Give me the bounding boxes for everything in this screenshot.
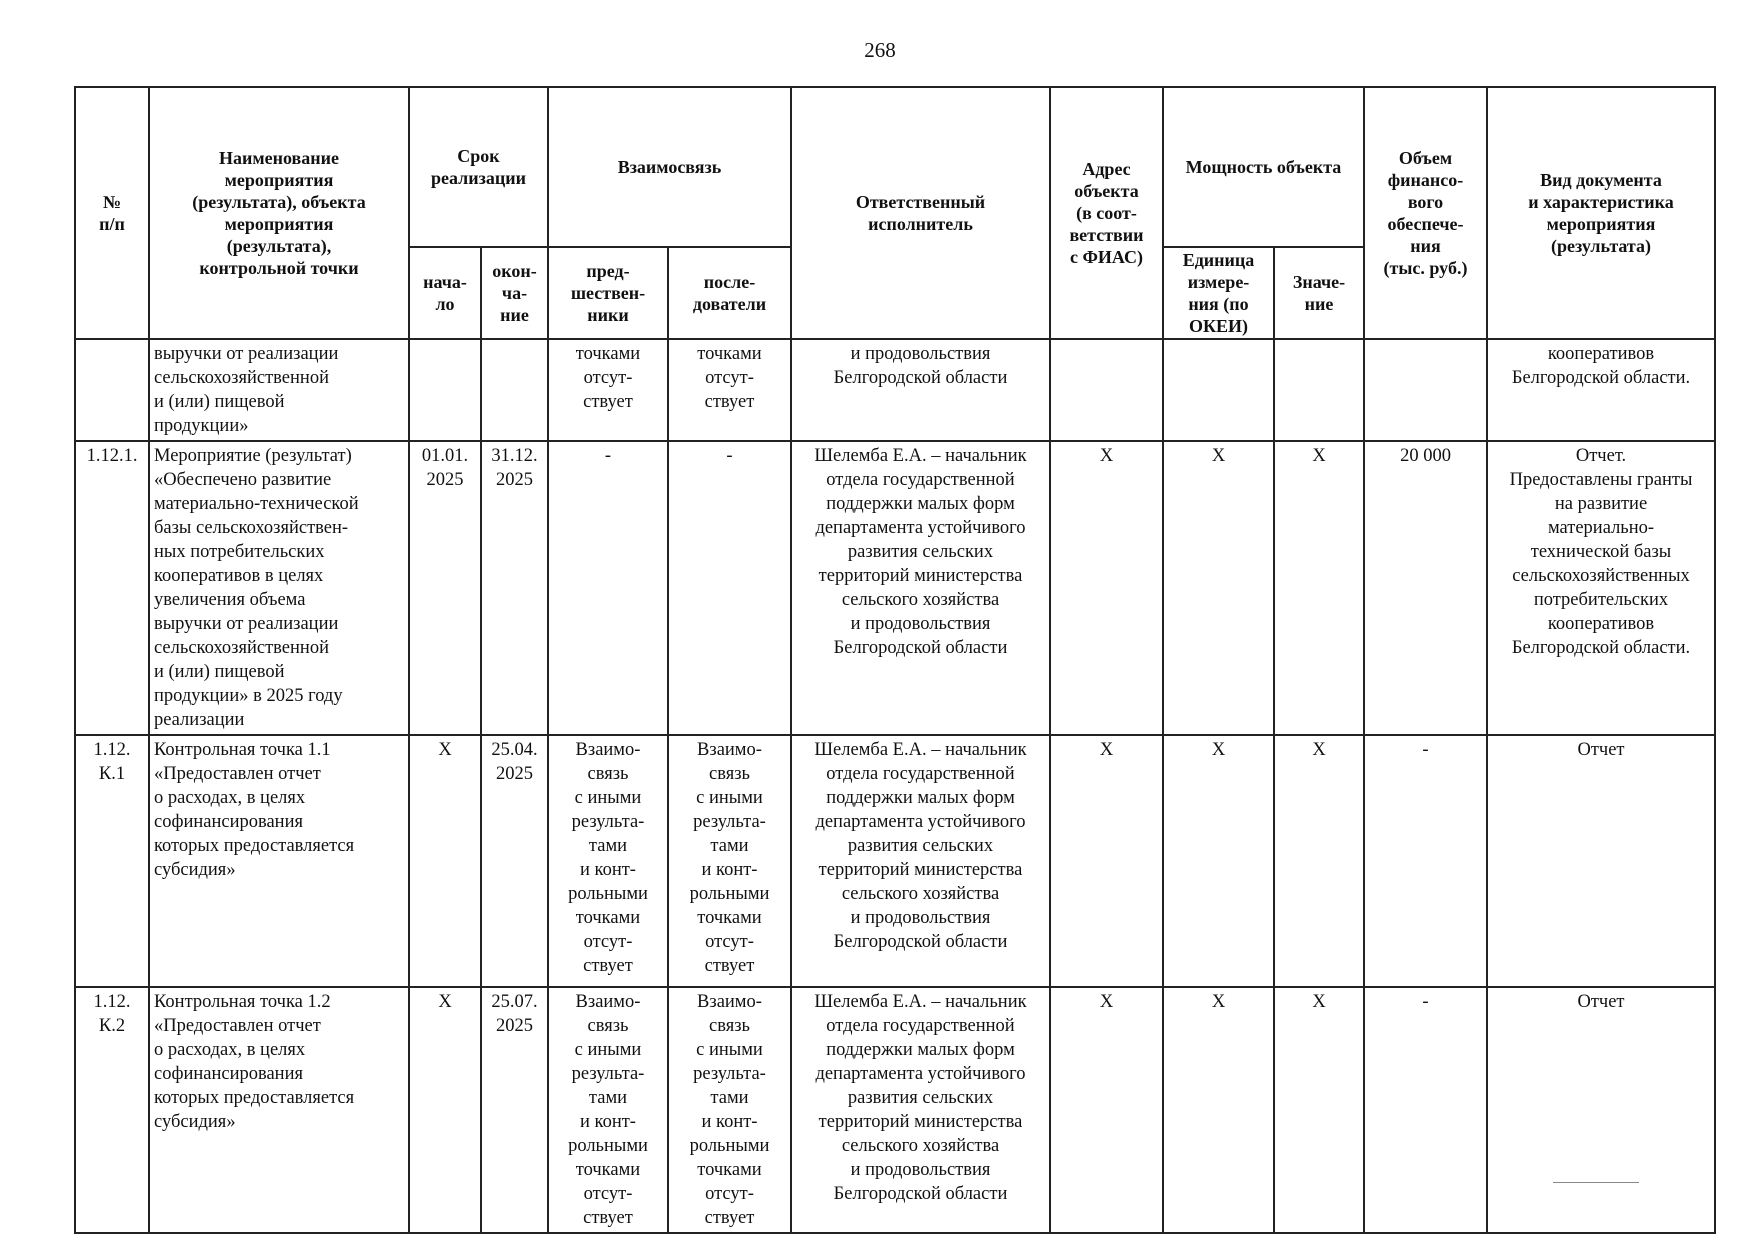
cell-start: Х bbox=[409, 987, 481, 1233]
cell-num: 1.12.1. bbox=[75, 441, 149, 735]
header-end: окон- ча- ние bbox=[481, 247, 548, 339]
cell-successors: Взаимо- связь с иными результа- тами и конт- рольными точками отсут- ствует bbox=[668, 987, 791, 1233]
header-unit: Единица измере- ния (по ОКЕИ) bbox=[1163, 247, 1274, 339]
cell-doc-type: Отчет bbox=[1487, 987, 1715, 1233]
cell-unit: Х bbox=[1163, 987, 1274, 1233]
cell-address: Х bbox=[1050, 735, 1163, 987]
header-term: Срок реализации bbox=[409, 87, 548, 247]
table-row bbox=[75, 735, 1715, 987]
cell-name: Контрольная точка 1.2 «Предоставлен отчет о расходах, в целях софинансирования которых предоставляется субсидия» bbox=[149, 987, 409, 1233]
cell-funding bbox=[1364, 339, 1487, 441]
cell-funding: - bbox=[1364, 987, 1487, 1233]
cell-doc-type: кооперативов Белгородской области. bbox=[1487, 339, 1715, 441]
cell-name: Контрольная точка 1.1 «Предоставлен отчет о расходах, в целях софинансирования которых предоставляется субсидия» bbox=[149, 735, 409, 987]
cell-unit: Х bbox=[1163, 441, 1274, 735]
cell-address: Х bbox=[1050, 441, 1163, 735]
cell-num bbox=[75, 339, 149, 441]
cell-start bbox=[409, 339, 481, 441]
header-address: Адрес объекта (в соот- ветствии с ФИАС) bbox=[1050, 87, 1163, 339]
header-num: № п/п bbox=[75, 87, 149, 339]
cell-num: 1.12. К.2 bbox=[75, 987, 149, 1233]
header-name: Наименование мероприятия (результата), объекта мероприятия (результата), контрольной точки bbox=[149, 87, 409, 339]
cell-executor: и продовольствия Белгородской области bbox=[791, 339, 1050, 441]
cell-executor: Шелемба Е.А. – начальник отдела государственной поддержки малых форм департамента устойчивого развития сельских территорий министерства сельского хозяйства и продовольствия Белгородской области bbox=[791, 987, 1050, 1233]
cell-doc-type: Отчет. Предоставлены гранты на развитие материально- технической базы сельскохозяйственных потребительских кооперативов Белгородской области. bbox=[1487, 441, 1715, 735]
cell-end bbox=[481, 339, 548, 441]
header-executor: Ответственный исполнитель bbox=[791, 87, 1050, 339]
cell-funding: 20 000 bbox=[1364, 441, 1487, 735]
table-row bbox=[75, 339, 1715, 441]
page-number: 268 bbox=[864, 38, 896, 62]
cell-end: 31.12. 2025 bbox=[481, 441, 548, 735]
header-relation: Взаимосвязь bbox=[548, 87, 791, 247]
cell-num: 1.12. К.1 bbox=[75, 735, 149, 987]
cell-address bbox=[1050, 339, 1163, 441]
cell-executor: Шелемба Е.А. – начальник отдела государственной поддержки малых форм департамента устойчивого развития сельских территорий министерства сельского хозяйства и продовольствия Белгородской области bbox=[791, 441, 1050, 735]
cell-predecessors: - bbox=[548, 441, 668, 735]
header-predecessors: пред- шествен- ники bbox=[548, 247, 668, 339]
cell-value: Х bbox=[1274, 441, 1364, 735]
cell-successors: Взаимо- связь с иными результа- тами и конт- рольными точками отсут- ствует bbox=[668, 735, 791, 987]
cell-value: Х bbox=[1274, 987, 1364, 1233]
header-value: Значе- ние bbox=[1274, 247, 1364, 339]
cell-unit bbox=[1163, 339, 1274, 441]
header-successors: после- дователи bbox=[668, 247, 791, 339]
header-funding: Объем финансо- вого обеспече- ния (тыс. руб.) bbox=[1364, 87, 1487, 339]
table-row bbox=[75, 987, 1715, 1233]
table-row bbox=[75, 441, 1715, 735]
cell-name: Мероприятие (результат) «Обеспечено развитие материально-технической базы сельскохозяйствен- ных потребительских кооперативов в целях увеличения объема выручки от реализации сельскохозяйственной и (или) пищевой продукции» в 2025 году реализации bbox=[149, 441, 409, 735]
cell-doc-type: Отчет bbox=[1487, 735, 1715, 987]
cell-executor: Шелемба Е.А. – начальник отдела государственной поддержки малых форм департамента устойчивого развития сельских территорий министерства сельского хозяйства и продовольствия Белгородской области bbox=[791, 735, 1050, 987]
cell-successors: - bbox=[668, 441, 791, 735]
corner-rule bbox=[1553, 1182, 1639, 1183]
cell-predecessors: Взаимо- связь с иными результа- тами и конт- рольными точками отсут- ствует bbox=[548, 735, 668, 987]
cell-value bbox=[1274, 339, 1364, 441]
cell-successors: точками отсут- ствует bbox=[668, 339, 791, 441]
header-capacity: Мощность объекта bbox=[1163, 87, 1364, 247]
cell-end: 25.04. 2025 bbox=[481, 735, 548, 987]
cell-address: Х bbox=[1050, 987, 1163, 1233]
cell-name: выручки от реализации сельскохозяйственной и (или) пищевой продукции» bbox=[149, 339, 409, 441]
cell-start: 01.01. 2025 bbox=[409, 441, 481, 735]
cell-start: Х bbox=[409, 735, 481, 987]
header-doc-type: Вид документа и характеристика мероприятия (результата) bbox=[1487, 87, 1715, 339]
cell-predecessors: Взаимо- связь с иными результа- тами и конт- рольными точками отсут- ствует bbox=[548, 987, 668, 1233]
header-start: нача- ло bbox=[409, 247, 481, 339]
cell-funding: - bbox=[1364, 735, 1487, 987]
cell-unit: Х bbox=[1163, 735, 1274, 987]
cell-value: Х bbox=[1274, 735, 1364, 987]
plan-table bbox=[74, 86, 1716, 1234]
cell-end: 25.07. 2025 bbox=[481, 987, 548, 1233]
cell-predecessors: точками отсут- ствует bbox=[548, 339, 668, 441]
